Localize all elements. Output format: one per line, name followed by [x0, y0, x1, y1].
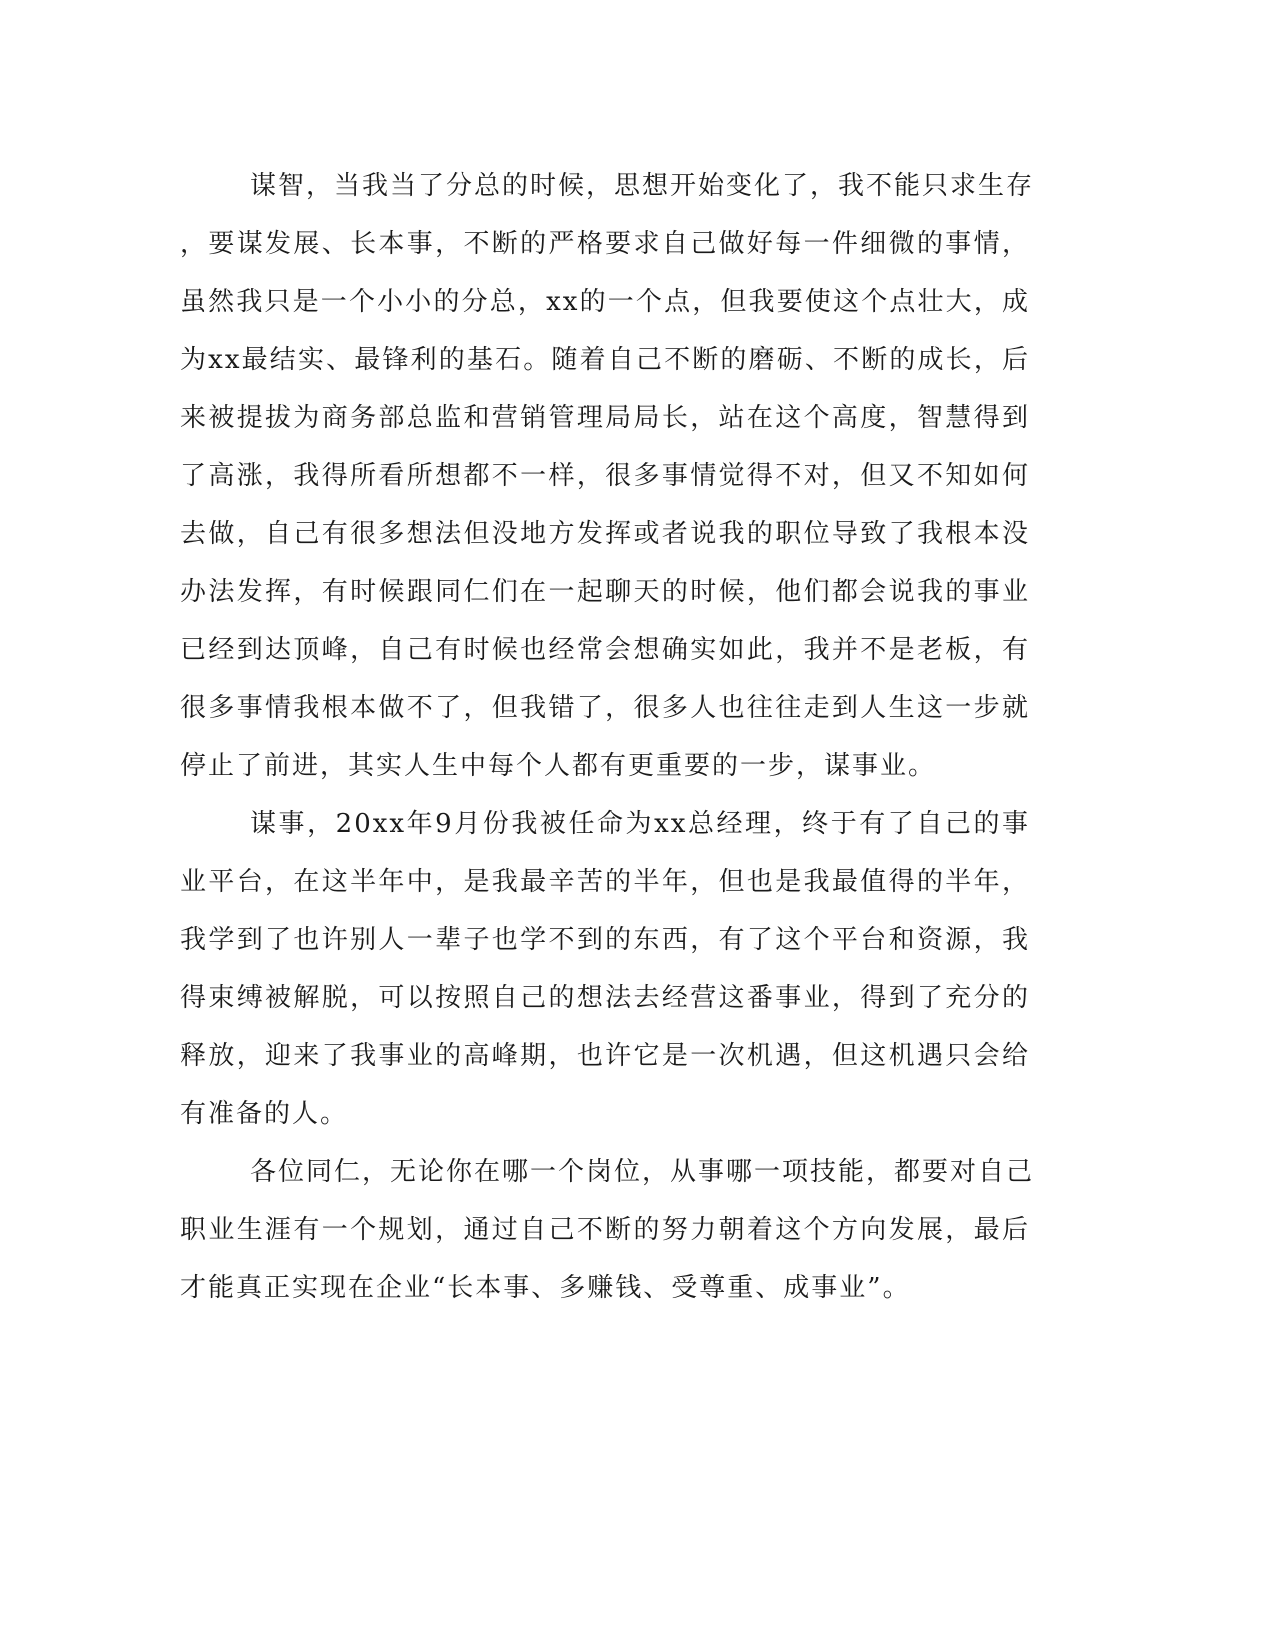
paragraph-line: 职业生涯有一个规划，通过自己不断的努力朝着这个方向发展，最后: [180, 1215, 1030, 1245]
paragraph-3: [180, 1143, 1035, 1317]
paragraph-line: 各位同仁，无论你在哪一个岗位，从事哪一项技能，都要对自己: [250, 1157, 1035, 1187]
paragraph-line: ，要谋发展、长本事，不断的严格要求自己做好每一件细微的事情，: [180, 229, 1030, 259]
paragraph-line: 办法发挥，有时候跟同仁们在一起聊天的时候，他们都会说我的事业: [180, 577, 1030, 607]
paragraph-line: 谋事，20xx年9月份我被任命为xx总经理，终于有了自己的事: [250, 809, 1030, 839]
paragraph-line: 停止了前进，其实人生中每个人都有更重要的一步，谋事业。: [180, 751, 937, 781]
paragraph-line: 为xx最结实、最锋利的基石。随着自己不断的磨砺、不断的成长，后: [180, 345, 1030, 375]
paragraph-line: 释放，迎来了我事业的高峰期，也许它是一次机遇，但这机遇只会给: [180, 1041, 1030, 1071]
paragraph-line: 业平台，在这半年中，是我最辛苦的半年，但也是我最值得的半年，: [180, 867, 1030, 897]
document-body: [180, 157, 1035, 1317]
paragraph-2: [180, 795, 1030, 1143]
paragraph-line: 来被提拔为商务部总监和营销管理局局长，站在这个高度，智慧得到: [180, 403, 1030, 433]
paragraph-line: 虽然我只是一个小小的分总，xx的一个点，但我要使这个点壮大，成: [180, 287, 1030, 317]
paragraph-1: [180, 157, 1035, 795]
paragraph-line: 有准备的人。: [180, 1099, 349, 1129]
paragraph-line: 才能真正实现在企业“长本事、多赚钱、受尊重、成事业”。: [180, 1273, 911, 1303]
paragraph-line: 去做，自己有很多想法但没地方发挥或者说我的职位导致了我根本没: [180, 519, 1030, 549]
paragraph-line: 我学到了也许别人一辈子也学不到的东西，有了这个平台和资源，我: [180, 925, 1030, 955]
paragraph-line: 很多事情我根本做不了，但我错了，很多人也往往走到人生这一步就: [180, 693, 1030, 723]
paragraph-line: 了高涨，我得所看所想都不一样，很多事情觉得不对，但又不知如何: [180, 461, 1030, 491]
paragraph-line: 谋智，当我当了分总的时候，思想开始变化了，我不能只求生存: [250, 171, 1035, 201]
paragraph-line: 已经到达顶峰，自己有时候也经常会想确实如此，我并不是老板，有: [180, 635, 1030, 665]
paragraph-line: 得束缚被解脱，可以按照自己的想法去经营这番事业，得到了充分的: [180, 983, 1030, 1013]
